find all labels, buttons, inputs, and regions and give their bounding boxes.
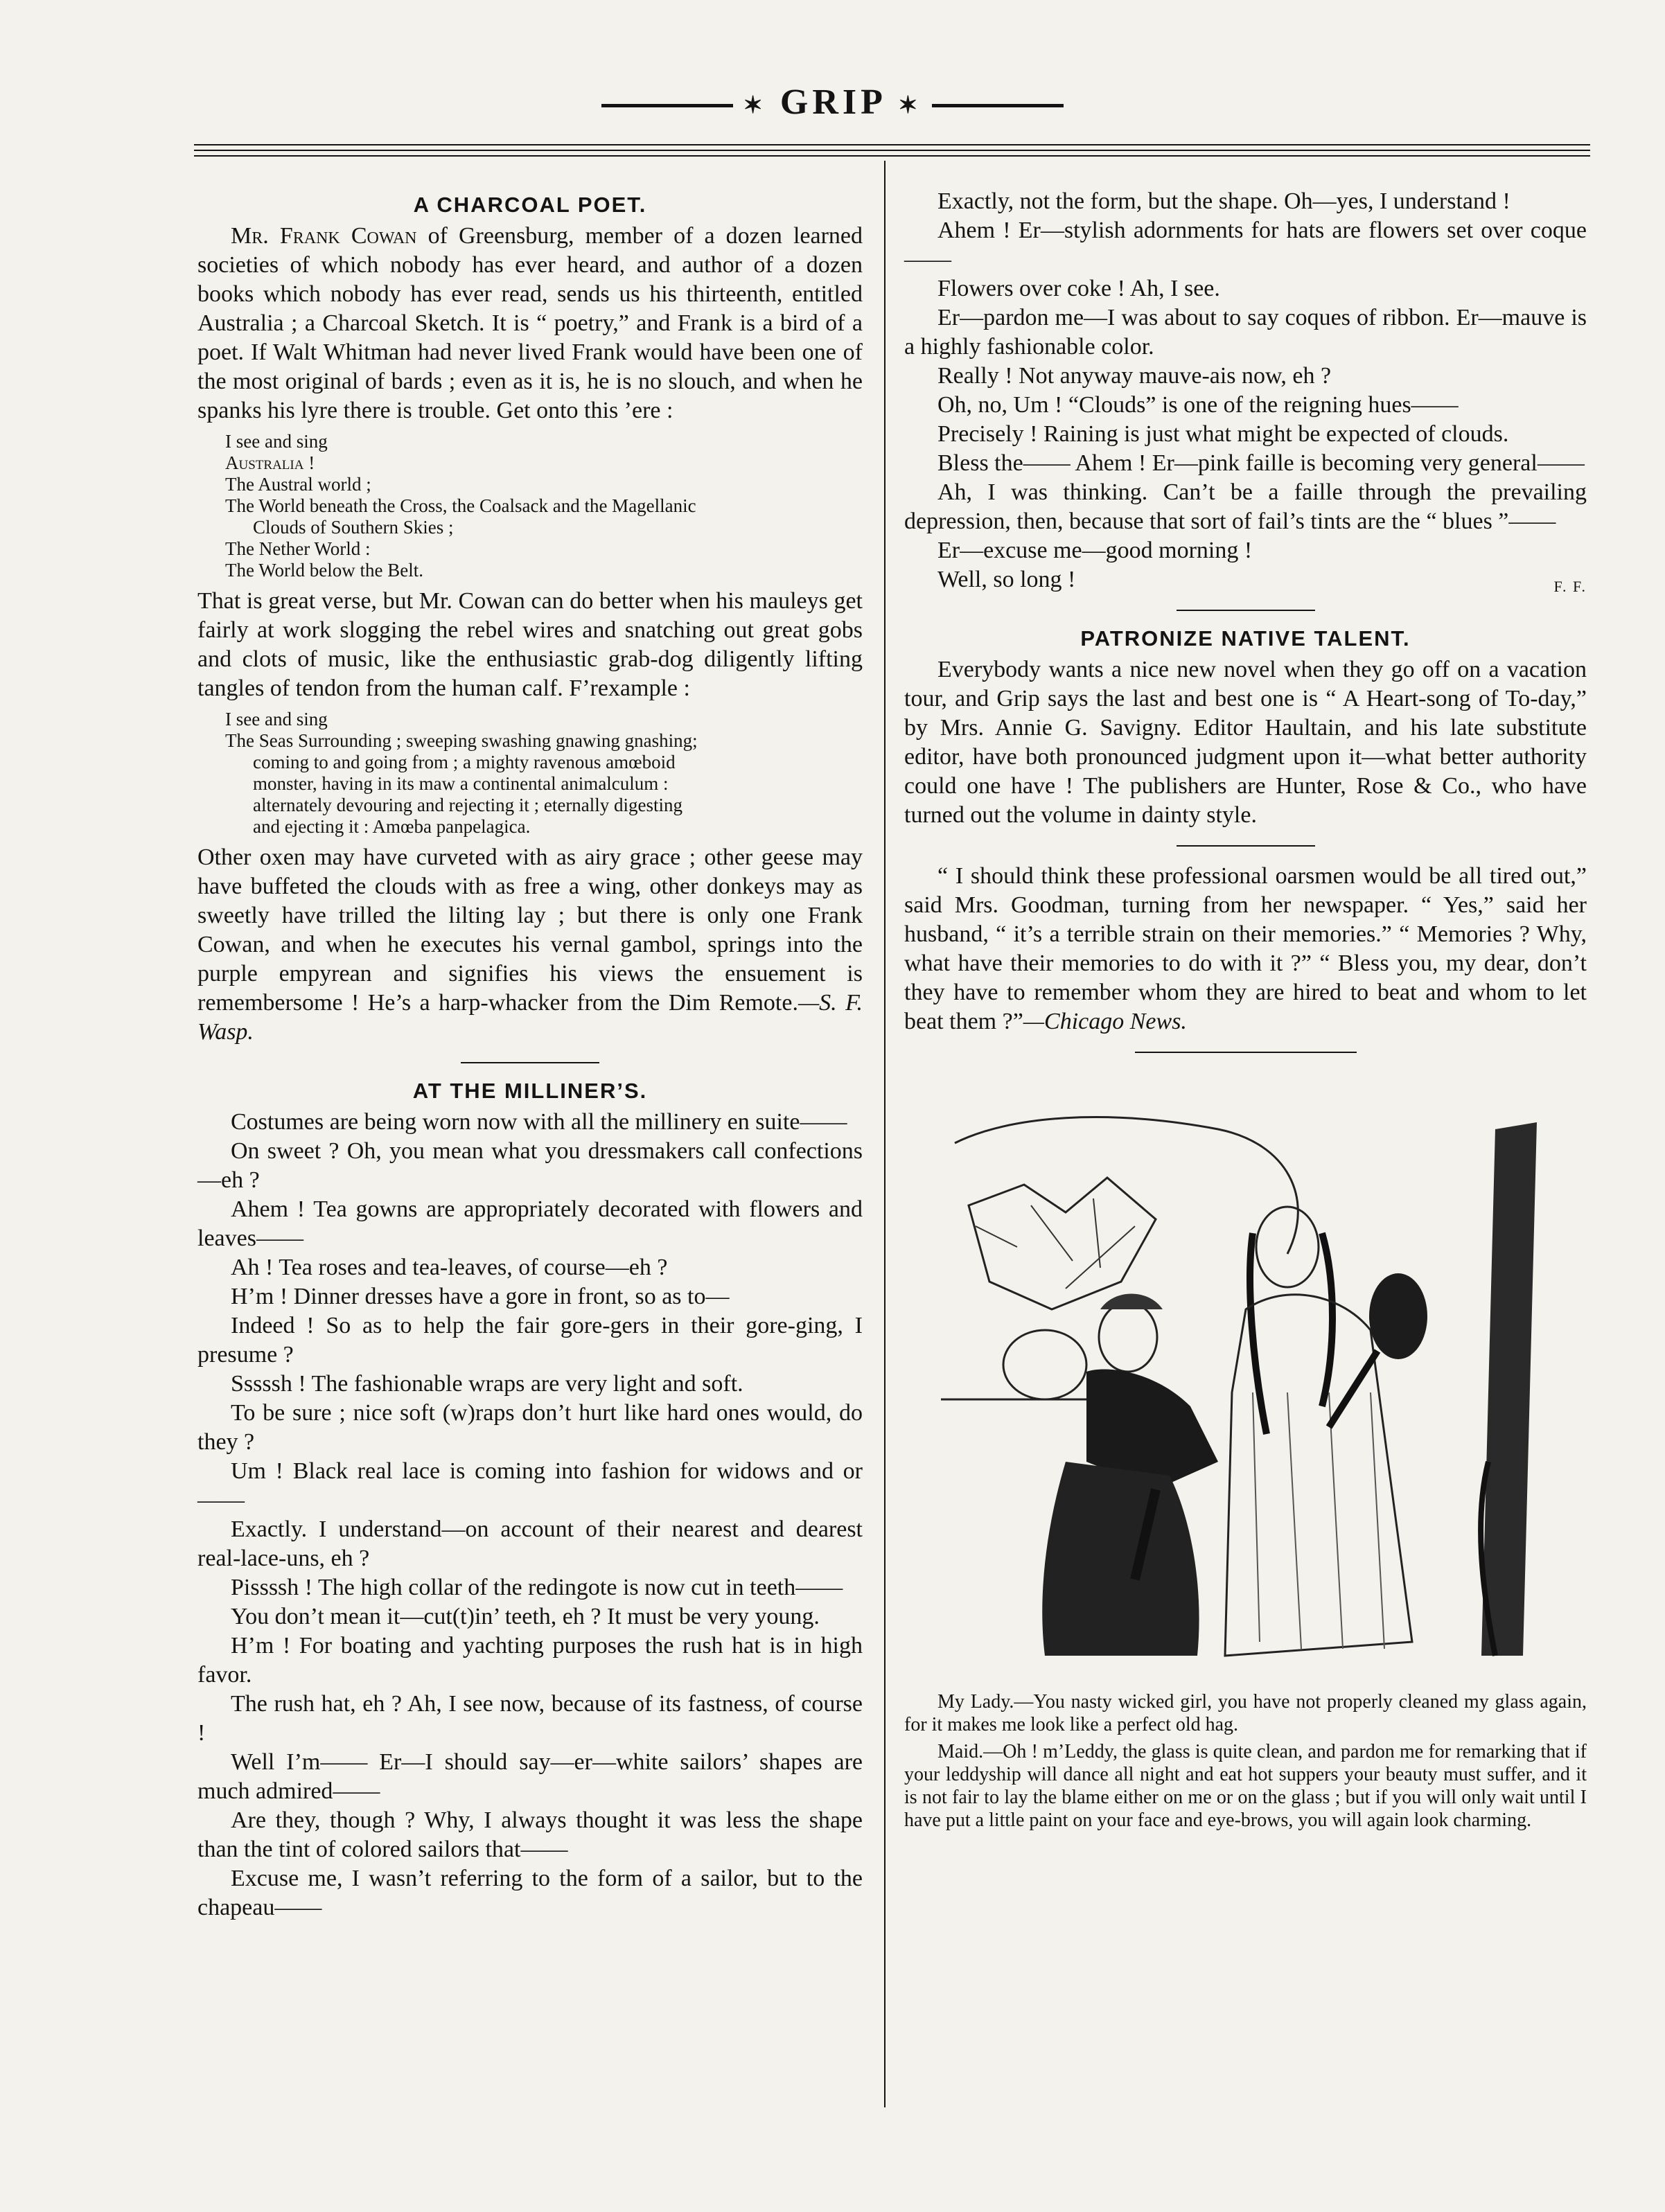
dialogue-line: You don’t mean it—cut(t)in’ teeth, eh ? It must be very young. bbox=[231, 1604, 820, 1629]
verse-line: I see and sing bbox=[225, 431, 328, 452]
dialogue-line: Are they, though ? Why, I always thought it was less the shape than the tint of colored sailors that—— bbox=[197, 1807, 863, 1862]
caption-lady: My Lady.—You nasty wicked girl, you have not properly cleaned my glass again, for it makes me look like a perfect old hag. bbox=[904, 1691, 1587, 1735]
dialogue-line: Excuse me, I wasn’t referring to the form of a sailor, but to the chapeau—— bbox=[197, 1866, 863, 1920]
dialogue-line: Really ! Not anyway mauve-ais now, eh ? bbox=[937, 363, 1332, 389]
verse-line: monster, having in its maw a continental animalculum : bbox=[253, 773, 669, 794]
native-heading: PATRONIZE NATIVE TALENT. bbox=[1080, 626, 1411, 651]
header-rule bbox=[194, 155, 1590, 157]
masthead-rule-right bbox=[932, 104, 1064, 107]
charcoal-paragraph: Mr. Frank Cowan of Greensburg, member of a dozen learned societies of which nobody has ever heard, and author of a dozen books which nobody has ever read, sends us his thirteenth, entitled Australia ; a Charcoal Sketch. It is “ poetry,” and Frank is a bird of a poet. If Walt Whitman had never lived Frank would have been one of the most original of bards ; even as it is, he is no slouch, and when he spanks his lyre there is trouble. Get onto this ’ere : bbox=[197, 223, 863, 423]
caption-maid: Maid.—Oh ! m’Leddy, the glass is quite clean, and pardon me for remarking that if your leddyship will dance all night and eat hot suppers your beauty must suffer, and it is not fair to lay the blame either on me or on the glass ; but if you will only wait until I have put a little paint on your face and eye-brows, you will again look charming. bbox=[904, 1741, 1587, 1831]
dialogue-line: Precisely ! Raining is just what might be expected of clouds. bbox=[937, 421, 1509, 447]
verse-line: The Austral world ; bbox=[225, 474, 371, 495]
masthead-title: GRIP bbox=[779, 82, 886, 122]
dialogue-line: Well I’m—— Er—I should say—er—white sailors’ shapes are much admired—— bbox=[197, 1749, 863, 1804]
section-rule bbox=[1177, 845, 1315, 847]
section-rule bbox=[1177, 610, 1315, 611]
left-column bbox=[197, 187, 863, 1922]
masthead bbox=[0, 82, 1665, 123]
source-credit: —Chicago News. bbox=[1023, 1009, 1187, 1034]
header-rule bbox=[194, 144, 1590, 145]
dialogue-line: Ahem ! Tea gowns are appropriately decorated with flowers and leaves—— bbox=[197, 1196, 863, 1251]
dialogue-line: Costumes are being worn now with all the millinery en suite—— bbox=[231, 1109, 847, 1135]
dialogue-line: On sweet ? Oh, you mean what you dressmakers call confections—eh ? bbox=[197, 1138, 863, 1193]
right-column bbox=[904, 187, 1587, 1832]
column-divider bbox=[884, 161, 886, 2107]
dialogue-line: To be sure ; nice soft (w)raps don’t hurt like hard ones would, do they ? bbox=[197, 1400, 863, 1455]
cartoon-illustration bbox=[927, 1101, 1565, 1676]
dialogue-line: H’m ! Dinner dresses have a gore in front, so as to— bbox=[231, 1284, 730, 1309]
charcoal-paragraph: Other oxen may have curveted with as airy grace ; other geese may have buffeted the clouds with as free a wing, other donkeys may as sweetly have trilled the lilting lay ; but there is only one Frank Cowan, and when he executes his vernal gambol, springs into the purple empyrean and signifies his views the ensuement is remembersome ! He’s a harp-whacker from the Dim Remote.—S. F. Wasp. bbox=[197, 844, 863, 1045]
verse-line: Clouds of Southern Skies ; bbox=[253, 517, 454, 538]
star-icon: ✶ bbox=[898, 93, 922, 119]
author-signature: F. F. bbox=[1553, 578, 1587, 595]
dialogue-line: Sssssh ! The fashionable wraps are very light and soft. bbox=[231, 1371, 743, 1397]
cartoon-caption bbox=[904, 1690, 1587, 1832]
verse-line: coming to and going from ; a mighty ravenous amœboid bbox=[253, 752, 676, 772]
native-paragraph: Everybody wants a nice new novel when they go off on a vacation tour, and Grip says the last and best one is “ A Heart-song of To-day,” by Mrs. Annie G. Savigny. Editor Haultain, and his late substitute editor, have both pronounced judgment upon it—what better authority could one have ! The publishers are Hunter, Rose & Co., who have turned out the volume in dainty style. bbox=[904, 657, 1587, 828]
verse-line: The World below the Belt. bbox=[225, 560, 424, 581]
charcoal-heading: A CHARCOAL POET. bbox=[413, 193, 647, 217]
dialogue-line: Er—pardon me—I was about to say coques of ribbon. Er—mauve is a highly fashionable color. bbox=[904, 305, 1587, 360]
dialogue-line: Ahem ! Er—stylish adornments for hats are flowers set over coque—— bbox=[904, 218, 1587, 272]
verse-line: alternately devouring and rejecting it ; eternally digesting bbox=[253, 795, 683, 815]
verse-line: and ejecting it : Amœba panpelagica. bbox=[253, 816, 531, 837]
section-rule bbox=[461, 1062, 599, 1063]
verse-block bbox=[225, 431, 863, 581]
dialogue-line: Indeed ! So as to help the fair gore-gers in their gore-ging, I presume ? bbox=[197, 1313, 863, 1368]
dialogue-line: Exactly, not the form, but the shape. Oh—yes, I understand ! bbox=[937, 188, 1510, 214]
header-rule bbox=[194, 150, 1590, 151]
dialogue-line: Um ! Black real lace is coming into fashion for widows and or—— bbox=[197, 1458, 863, 1513]
dialogue-line: Ah, I was thinking. Can’t be a faille through the prevailing depression, then, because that sort of fail’s tints are the “ blues ”—— bbox=[904, 479, 1587, 534]
dialogue-line: H’m ! For boating and yachting purposes the rush hat is in high favor. bbox=[197, 1633, 863, 1688]
dialogue-line: Bless the—— Ahem ! Er—pink faille is becoming very general—— bbox=[937, 450, 1585, 476]
dialogue-line: The rush hat, eh ? Ah, I see now, because of its fastness, of course ! bbox=[197, 1691, 863, 1746]
star-icon: ✶ bbox=[743, 93, 767, 119]
dialogue-line: Exactly. I understand—on account of their nearest and dearest real-lace-uns, eh ? bbox=[197, 1516, 863, 1571]
oarsmen-paragraph: “ I should think these professional oarsmen would be all tired out,” said Mrs. Goodman, turning from her newspaper. “ Yes,” said her husband, “ it’s a terrible strain on their memories.” “ Memories ? Why, what have their memories to do with it ?” “ Bless you, my dear, don’t they have to remember whom they are hired to beat and whom to let beat them ?”—Chicago News. bbox=[904, 863, 1587, 1034]
dialogue-line: Ah ! Tea roses and tea-leaves, of course—eh ? bbox=[231, 1255, 668, 1280]
verse-block bbox=[225, 709, 863, 838]
masthead-rule-left bbox=[601, 104, 733, 107]
source-credit: —S. F. Wasp. bbox=[197, 990, 863, 1045]
verse-line: The World beneath the Cross, the Coalsack and the Magellanic bbox=[225, 495, 696, 516]
section-rule bbox=[1135, 1052, 1357, 1053]
dialogue-line: Oh, no, Um ! “Clouds” is one of the reigning hues—— bbox=[937, 392, 1459, 418]
dialogue-line: Pissssh ! The high collar of the redingote is now cut in teeth—— bbox=[231, 1575, 843, 1600]
verse-line: The Nether World : bbox=[225, 538, 371, 559]
milliner-heading: AT THE MILLINER’S. bbox=[412, 1079, 648, 1103]
verse-line: Australia ! bbox=[225, 452, 315, 473]
verse-line: The Seas Surrounding ; sweeping swashing gnawing gnashing; bbox=[225, 730, 698, 751]
dialogue-line: Flowers over coke ! Ah, I see. bbox=[937, 276, 1220, 301]
dialogue-line: Er—excuse me—good morning ! bbox=[937, 538, 1253, 563]
charcoal-paragraph: That is great verse, but Mr. Cowan can do better when his mauleys get fairly at work slogging the rebel wires and snatching out great gobs and clots of music, like the enthusiastic grab-dog diligently lifting tangles of tendon from the human calf. F’rexample : bbox=[197, 588, 863, 701]
verse-line: I see and sing bbox=[225, 709, 328, 729]
cartoon-drawing bbox=[927, 1101, 1565, 1676]
dialogue-line: Well, so long ! F. F. bbox=[904, 565, 1587, 594]
